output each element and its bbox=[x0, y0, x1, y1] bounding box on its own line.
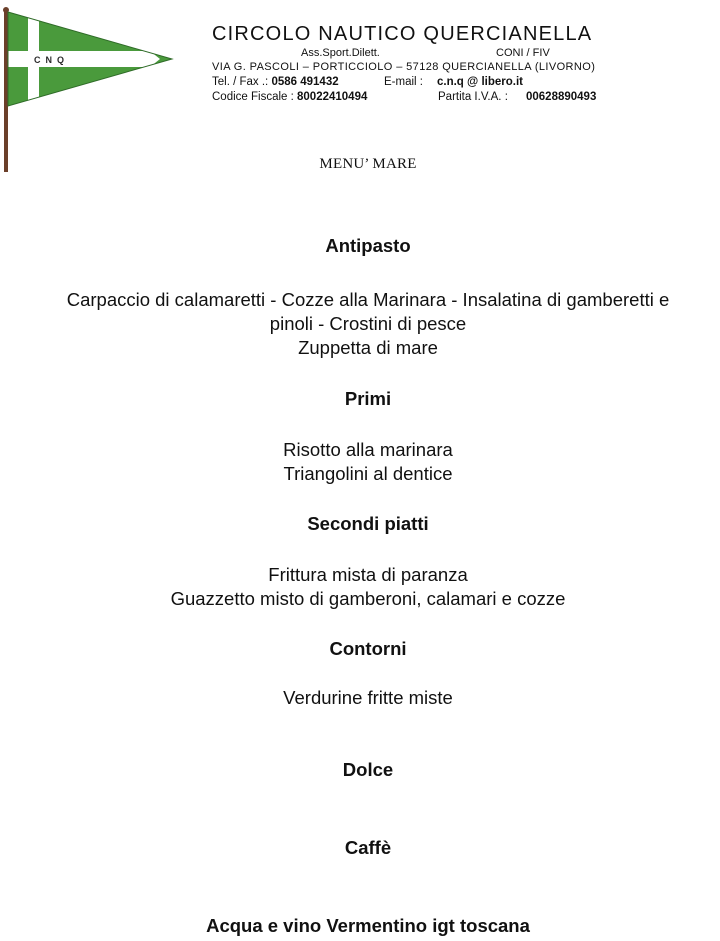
vat-value: 00628890493 bbox=[526, 91, 597, 103]
email-label: E-mail : bbox=[384, 76, 423, 88]
club-burgee-logo bbox=[0, 6, 180, 174]
section-contorni-heading: Contorni bbox=[329, 638, 407, 659]
section-dolce-heading: Dolce bbox=[342, 759, 394, 780]
flag-cross-horizontal bbox=[8, 51, 160, 67]
section-antipasto-heading: Antipasto bbox=[325, 235, 411, 256]
club-header bbox=[212, 22, 692, 105]
association-type: Ass.Sport.Dilett. bbox=[301, 47, 380, 59]
secondi-line-1: Frittura mista di paranza bbox=[268, 564, 468, 585]
federation: CONI / FIV bbox=[496, 47, 550, 59]
fiscal-code-value: 80022410494 bbox=[297, 91, 368, 103]
contact-row bbox=[212, 75, 692, 90]
antipasto-line-2: pinoli - Crostini di pesce bbox=[269, 313, 467, 334]
section-caffe-heading: Caffè bbox=[344, 837, 392, 858]
vat-label: Partita I.V.A. : bbox=[438, 91, 508, 103]
tel-label: Tel. / Fax .: bbox=[212, 76, 269, 88]
flag-letters: C N Q bbox=[34, 55, 65, 65]
primi-line-2: Triangolini al dentice bbox=[283, 463, 453, 484]
email-value: c.n.q @ libero.it bbox=[437, 76, 523, 88]
primi-line-1: Risotto alla marinara bbox=[283, 439, 453, 460]
section-primi-heading: Primi bbox=[344, 388, 392, 409]
antipasto-line-3: Zuppetta di mare bbox=[298, 337, 438, 358]
flag-pole bbox=[4, 8, 8, 172]
contorni-line-1: Verdurine fritte miste bbox=[283, 687, 453, 708]
fiscal-code-label: Codice Fiscale : bbox=[212, 91, 294, 103]
section-drinks-heading: Acqua e vino Vermentino igt toscana bbox=[206, 915, 530, 936]
tel-value: 0586 491432 bbox=[271, 76, 339, 88]
association-row bbox=[212, 46, 692, 60]
secondi-line-2: Guazzetto misto di gamberoni, calamari e cozze bbox=[170, 588, 566, 609]
club-address: VIA G. PASCOLI – PORTICCIOLO – 57128 QUERCIANELLA (LIVORNO) bbox=[212, 61, 596, 73]
fiscal-row bbox=[212, 90, 692, 105]
antipasto-line-1: Carpaccio di calamaretti - Cozze alla Marinara - Insalatina di gamberetti e bbox=[66, 289, 670, 310]
section-secondi-heading: Secondi piatti bbox=[307, 513, 429, 534]
club-name: CIRCOLO NAUTICO QUERCIANELLA bbox=[212, 23, 593, 45]
menu-title: MENU’ MARE bbox=[319, 156, 417, 172]
